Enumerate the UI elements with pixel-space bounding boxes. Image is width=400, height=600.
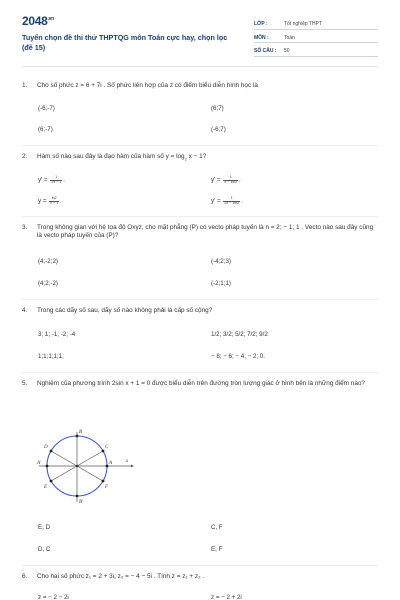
question-text: Trong các dãy số sau, dãy số nào không phải là cấp số cộng? bbox=[37, 307, 213, 314]
numerator: 1 bbox=[223, 197, 240, 202]
label-d: D bbox=[44, 445, 48, 450]
label-c: C bbox=[105, 445, 109, 450]
label-a: A bbox=[109, 461, 113, 466]
label-b-prime: B' bbox=[79, 500, 84, 505]
option-prefix: y' = bbox=[211, 176, 221, 184]
question-text: Cho số phức z = 6 + 7i . Số phức liên hợp của z có điểm biểu diễn hình học là bbox=[37, 82, 258, 89]
unit-circle-figure bbox=[35, 426, 135, 506]
meta-value: Toán bbox=[284, 34, 295, 41]
option-c[interactable]: 1;1;1;1;1; bbox=[38, 353, 64, 360]
point-b-prime bbox=[76, 495, 79, 498]
denominator: x − 1 bbox=[50, 200, 59, 205]
meta-label: MÔN : bbox=[254, 34, 269, 41]
question-number: 5. bbox=[22, 380, 28, 387]
x-axis-arrow-icon bbox=[131, 465, 134, 468]
numerator: 1 bbox=[223, 176, 238, 181]
question-number: 3. bbox=[22, 224, 28, 231]
question-4 bbox=[22, 307, 378, 315]
option-c[interactable]: (6;-7) bbox=[38, 126, 53, 133]
option-a[interactable]: (4;-2;2) bbox=[38, 258, 58, 265]
question-separator bbox=[22, 372, 378, 373]
meta-value: Tốt nghiệp THPT bbox=[284, 21, 322, 27]
meta-row-count bbox=[254, 43, 378, 57]
denominator: x − 1ln2 bbox=[224, 179, 238, 184]
label-a-prime: A' bbox=[37, 461, 42, 466]
question-5 bbox=[22, 380, 378, 388]
point-a bbox=[106, 465, 109, 468]
numerator: ln2 bbox=[49, 197, 59, 202]
label-e: E bbox=[44, 485, 48, 490]
label-f: F bbox=[105, 485, 109, 490]
question-3 bbox=[22, 224, 378, 241]
question-separator bbox=[22, 565, 378, 566]
question-separator bbox=[22, 216, 378, 217]
option-d[interactable]: (-2;1;1) bbox=[211, 280, 231, 287]
question-number: 1. bbox=[22, 82, 28, 89]
denominator: 2x − 1ln2 bbox=[224, 200, 240, 205]
meta-table bbox=[254, 16, 378, 57]
option-d[interactable]: − 8; − 6; − 4; − 2; 0. bbox=[211, 353, 266, 360]
option-c[interactable]: (4;2;-2) bbox=[38, 280, 58, 287]
option-d[interactable]: (-6;7) bbox=[211, 126, 226, 133]
option-prefix: y' = bbox=[211, 197, 221, 205]
option-b[interactable]: (-4;2;3) bbox=[211, 258, 231, 265]
option-prefix: y' = bbox=[38, 176, 48, 184]
option-d[interactable]: E, F bbox=[211, 546, 223, 553]
page-title: Tuyển chọn đề thi thử THPTQG môn Toán cực hay, chọn lọc (đề 15) bbox=[22, 33, 228, 52]
question-text: Hàm số nào sau đây là đạo hàm của hàm số y = log bbox=[37, 153, 185, 160]
option-a[interactable]: y' = $\frac{1}{2x - 1}$ . bbox=[38, 175, 65, 184]
header-divider bbox=[22, 66, 378, 67]
meta-label: LỚP : bbox=[254, 21, 268, 27]
question-1 bbox=[22, 82, 378, 90]
option-a[interactable]: 3; 1; -1; -2; -4 bbox=[38, 331, 76, 338]
option-prefix: y = bbox=[38, 197, 47, 205]
question-text: Nghiệm của phương trình 2sin x + 1 = 0 được biểu diễn trên đường tròn lượng giác ở hình bên là những điểm nào? bbox=[37, 380, 365, 387]
option-b[interactable]: y' = $\frac{1}{x - 1\ln 2}$ . bbox=[211, 175, 241, 184]
fraction bbox=[223, 176, 238, 184]
fraction bbox=[49, 197, 59, 205]
label-x: x bbox=[126, 459, 129, 464]
question-6 bbox=[22, 573, 378, 581]
point-f bbox=[102, 480, 105, 483]
logo-suffix: .vn bbox=[47, 16, 54, 22]
question-text: Cho hai số phức z₁ = 2 + 3i, z₂ = − 4 − 5i . Tính z = z₁ + z₂ . bbox=[37, 573, 205, 580]
option-c[interactable]: y = $\frac{\ln 2}{x - 1}$ . bbox=[38, 196, 62, 205]
point-b bbox=[76, 435, 79, 438]
option-b[interactable]: 1/2; 3/2; 5/2; 7/2; 9/2 bbox=[211, 331, 268, 338]
option-a[interactable]: E, D bbox=[38, 524, 51, 531]
option-b[interactable]: C, F bbox=[211, 524, 223, 531]
option-a[interactable]: (-6;-7) bbox=[38, 105, 55, 112]
fraction bbox=[223, 197, 240, 205]
fraction bbox=[50, 176, 62, 184]
question-number: 6. bbox=[22, 573, 28, 580]
question-text-tail: x − 1? bbox=[188, 153, 207, 160]
point-a-prime bbox=[46, 465, 49, 468]
numerator: 1 bbox=[50, 176, 62, 181]
point-e bbox=[50, 480, 53, 483]
denominator: 2x − 1 bbox=[51, 179, 62, 184]
meta-label: SỐ CÂU : bbox=[254, 48, 277, 54]
origin bbox=[76, 465, 78, 467]
label-b: B bbox=[79, 430, 83, 435]
meta-row-class bbox=[254, 16, 378, 30]
question-text: Trong không gian với hệ tọa độ Oxyz, cho mặt phẳng (P) có vecto pháp tuyến là n = 2; − 1; 1 . Vecto nào sau đây cũng là vecto pháp tuyến của (P)? bbox=[37, 224, 374, 240]
site-logo[interactable] bbox=[22, 14, 54, 30]
question-separator bbox=[22, 145, 378, 146]
question-2 bbox=[22, 153, 378, 161]
question-number: 4. bbox=[22, 307, 28, 314]
point-d bbox=[50, 450, 53, 453]
question-text-wrap bbox=[37, 153, 378, 161]
log-base: 2 bbox=[184, 156, 187, 162]
option-d[interactable]: y' = $\frac{1}{2x - 1\ln 2}$ . bbox=[211, 196, 243, 205]
point-c bbox=[102, 450, 105, 453]
question-separator bbox=[22, 299, 378, 300]
option-a[interactable]: z = − 2 − 2i bbox=[38, 594, 69, 600]
option-b[interactable]: z = − 2 + 2i bbox=[211, 594, 242, 600]
option-b[interactable]: (6;7) bbox=[211, 105, 224, 112]
meta-value: 50 bbox=[284, 48, 290, 54]
question-number: 2. bbox=[22, 153, 28, 160]
option-c[interactable]: D, C bbox=[38, 546, 51, 553]
meta-row-subject bbox=[254, 30, 378, 44]
logo-text: 2048 bbox=[22, 14, 48, 28]
